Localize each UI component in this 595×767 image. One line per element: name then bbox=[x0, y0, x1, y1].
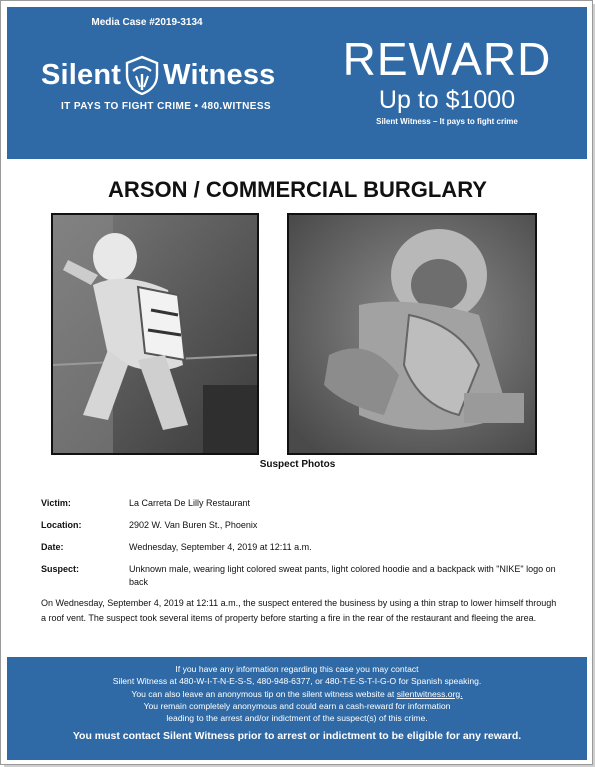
detail-value: La Carreta De Lilly Restaurant bbox=[129, 498, 251, 508]
footer-line: Silent Witness at 480-W-I-T-N-E-S-S, 480-948-6377, or 480-T-E-S-T-I-G-O for Spanish speaking. bbox=[112, 676, 482, 687]
detail-value: 2902 W. Van Buren St., Phoenix bbox=[129, 520, 258, 530]
reward-tagline: Silent Witness – It pays to fight crime bbox=[376, 117, 518, 126]
case-narrative: On Wednesday, September 4, 2019 at 12:11 a.m., the suspect entered the business by using a thin strap to lower himself through a roof vent. The suspect took several items of property before starting a fire in the rear of the restaurant and fleeing the area. bbox=[41, 598, 557, 623]
footer-line: leading to the arrest and/or indictment of the suspect(s) of this crime. bbox=[166, 713, 428, 724]
shield-eye-icon bbox=[124, 55, 160, 95]
footer-line-website bbox=[7, 688, 587, 700]
detail-value: Unknown male, wearing light colored sweat pants, light colored hoodie and a backpack with "NIKE" logo on back bbox=[129, 564, 556, 587]
detail-row-suspect bbox=[41, 563, 561, 589]
header-banner bbox=[7, 7, 587, 159]
case-title: ARSON / COMMERCIAL BURGLARY bbox=[108, 177, 487, 202]
footer-text: You can also leave an anonymous tip on the silent witness website at bbox=[131, 688, 397, 699]
detail-label: Location: bbox=[41, 520, 82, 530]
website-link[interactable]: silentwitness.org. bbox=[396, 688, 463, 699]
detail-value: Wednesday, September 4, 2019 at 12:11 a.m. bbox=[129, 542, 312, 552]
detail-label: Date: bbox=[41, 542, 64, 552]
detail-label: Suspect: bbox=[41, 564, 80, 574]
logo-word-silent: Silent bbox=[41, 58, 122, 91]
suspect-photo-1-image bbox=[53, 215, 257, 453]
detail-row-location bbox=[41, 519, 561, 532]
detail-row-date bbox=[41, 541, 561, 554]
detail-row-victim bbox=[41, 497, 561, 510]
silent-witness-logo bbox=[41, 55, 276, 95]
case-details bbox=[41, 497, 561, 598]
reward-heading: REWARD bbox=[342, 33, 552, 85]
detail-label: Victim: bbox=[41, 498, 71, 508]
reward-amount: Up to $1000 bbox=[378, 86, 516, 114]
suspect-photo-2 bbox=[287, 213, 537, 455]
suspect-photo-2-image bbox=[289, 215, 535, 453]
suspect-photo-1 bbox=[51, 213, 259, 455]
footer-line: You remain completely anonymous and could earn a cash-reward for information bbox=[143, 700, 451, 711]
photo-caption: Suspect Photos bbox=[259, 459, 336, 470]
eligibility-notice: You must contact Silent Witness prior to arrest or indictment to be eligible for any reward. bbox=[72, 730, 522, 743]
media-case-number: Media Case #2019-3134 bbox=[91, 17, 203, 28]
contact-footer bbox=[7, 657, 587, 760]
logo-word-witness: Witness bbox=[163, 58, 276, 91]
footer-line: If you have any information regarding this case you may contact bbox=[175, 664, 419, 674]
logo-tagline: IT PAYS TO FIGHT CRIME • 480.WITNESS bbox=[61, 101, 271, 112]
